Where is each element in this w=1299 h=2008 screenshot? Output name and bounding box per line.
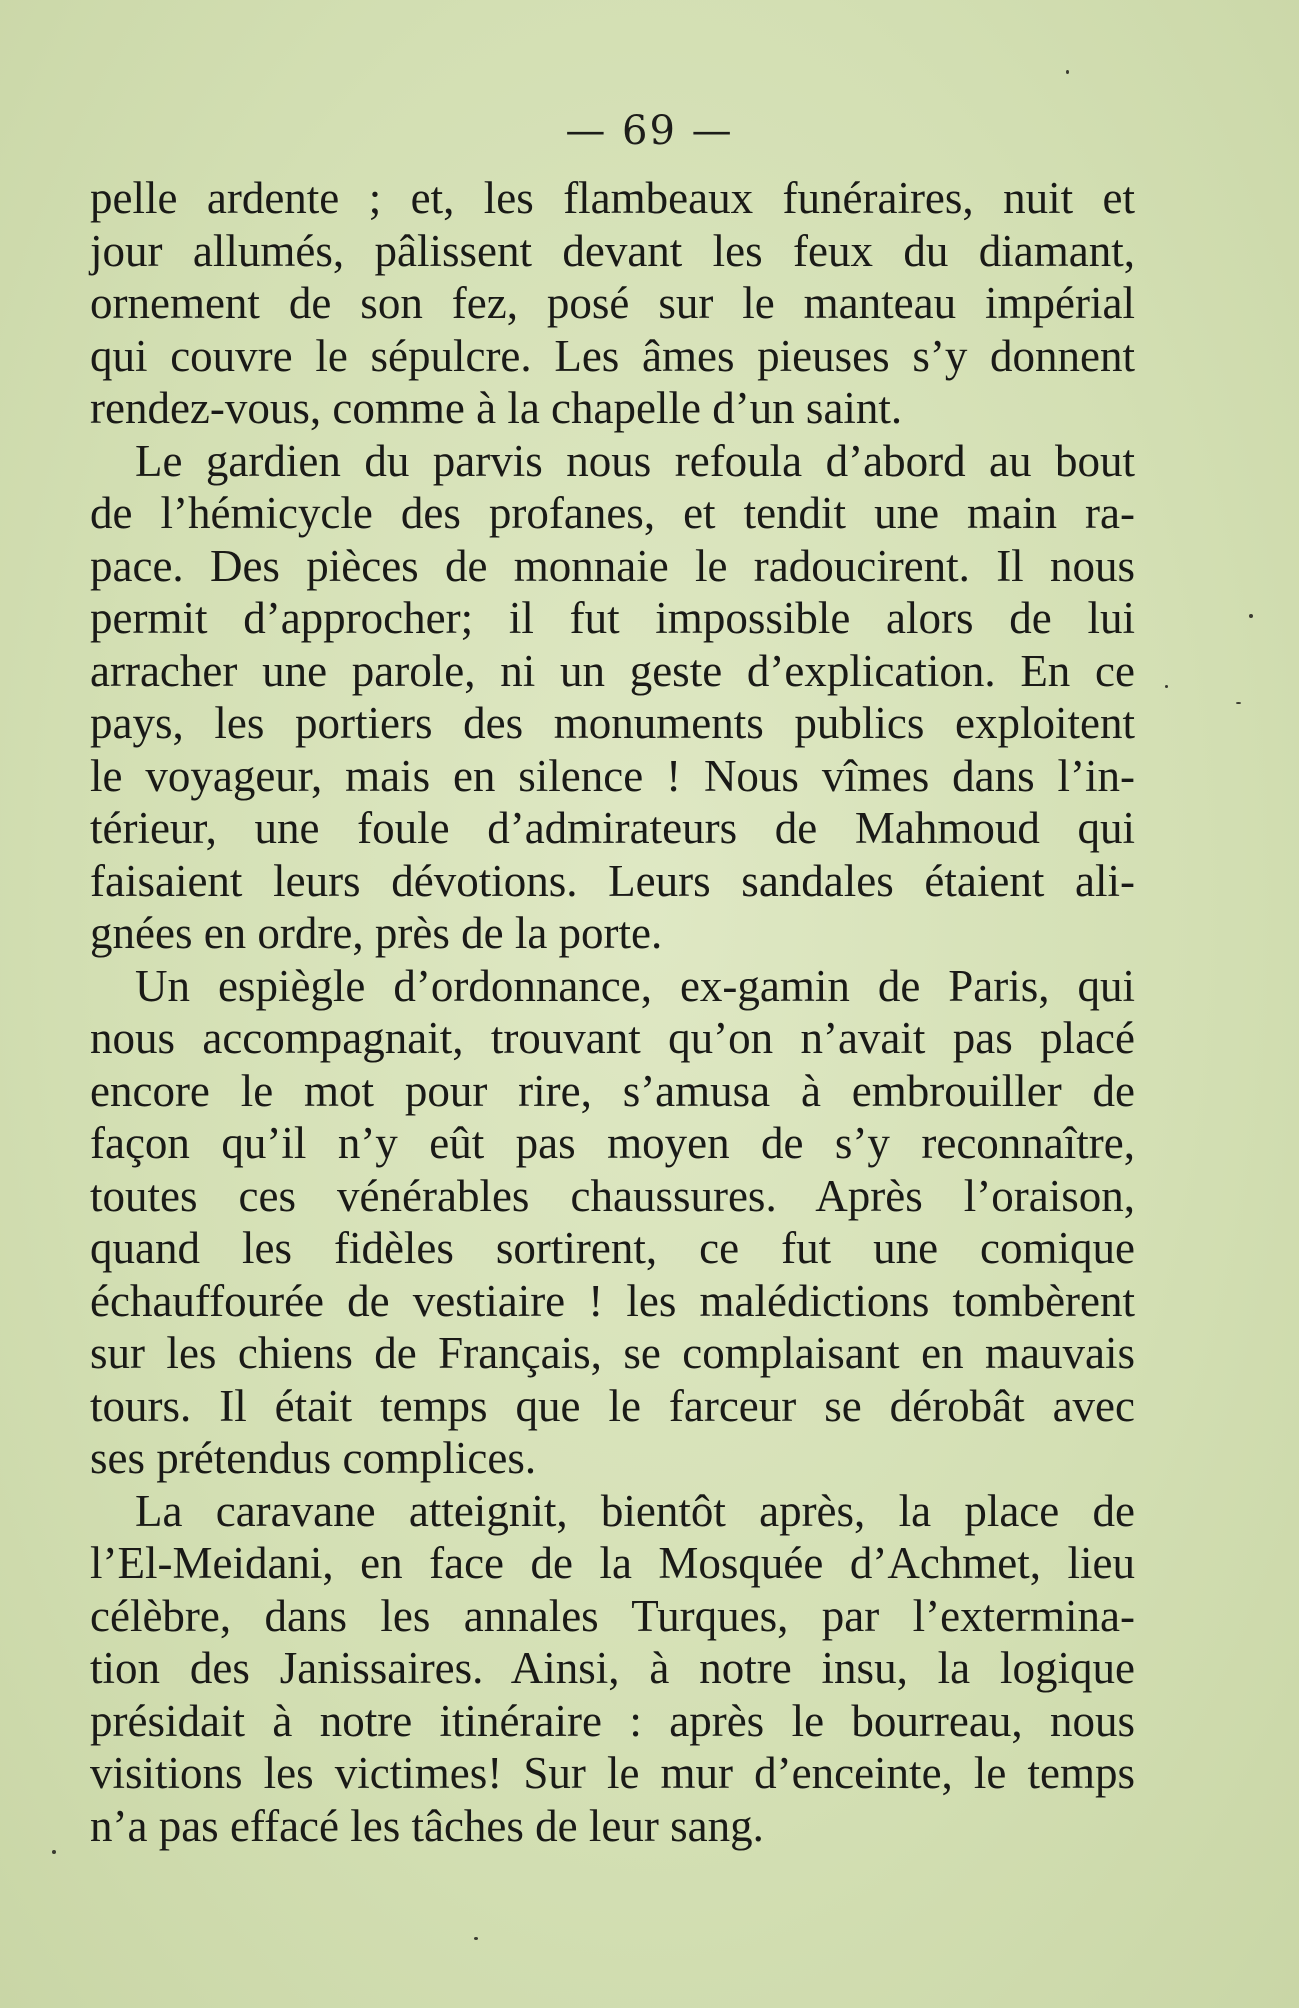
text-line: tion des Janissaires. Ainsi, à notre insu, la logique (90, 1643, 1135, 1693)
paper-speck (1066, 70, 1069, 74)
text-line: encore le mot pour rire, s’amusa à embrouiller de (90, 1065, 1135, 1116)
text-line: gnées en ordre, près de la porte. (90, 908, 663, 958)
text-line: rendez-vous, comme à la chapelle d’un saint. (90, 383, 903, 433)
text-line: toutes ces vénérables chaussures. Après l’oraison, (90, 1170, 1135, 1221)
text-line: présidait à notre itinéraire : après le bourreau, nous (90, 1695, 1135, 1746)
text-line: quand les fidèles sortirent, ce fut une comique (90, 1223, 1135, 1273)
body-text (90, 172, 1135, 1852)
text-line: n’a pas effacé les tâches de leur sang. (90, 1800, 764, 1851)
text-line: jour allumés, pâlissent devant les feux du diamant, (90, 225, 1135, 276)
paper-speck (1249, 614, 1253, 618)
text-line: ornement de son fez, posé sur le manteau impérial (90, 278, 1135, 328)
page-number: — 69 — (565, 108, 734, 154)
paragraph (90, 960, 1135, 1485)
paper-speck (1165, 685, 1168, 688)
text-line: tours. Il était temps que le farceur se dérobât avec (90, 1380, 1135, 1431)
text-line: de l’hémicycle des profanes, et tendit une main ra- (90, 488, 1135, 538)
text-line: visitions les victimes! Sur le mur d’enceinte, le temps (90, 1748, 1135, 1798)
paragraph (90, 172, 1135, 435)
text-line: pace. Des pièces de monnaie le radoucirent. Il nous (90, 540, 1135, 591)
text-line: La caravane atteignit, bientôt après, la place de (135, 1485, 1135, 1536)
text-line: arracher une parole, ni un geste d’explication. En ce (90, 645, 1135, 696)
text-line: nous accompagnait, trouvant qu’on n’avait pas placé (90, 1013, 1135, 1063)
text-line: sur les chiens de Français, se complaisant en mauvais (90, 1328, 1135, 1378)
text-line: échauffourée de vestiaire ! les malédictions tombèrent (90, 1275, 1135, 1326)
text-line: ses prétendus complices. (90, 1433, 537, 1483)
paper-speck (52, 1850, 56, 1854)
text-line: l’El-Meidani, en face de la Mosquée d’Achmet, lieu (90, 1538, 1135, 1588)
text-line: pays, les portiers des monuments publics exploitent (90, 698, 1135, 748)
text-line: le voyageur, mais en silence ! Nous vîmes dans l’in- (90, 750, 1135, 801)
text-line: Un espiègle d’ordonnance, ex-gamin de Paris, qui (135, 960, 1135, 1011)
text-line: Le gardien du parvis nous refoula d’abord au bout (135, 435, 1135, 486)
text-line: qui couvre le sépulcre. Les âmes pieuses s’y donnent (90, 330, 1135, 381)
text-line: térieur, une foule d’admirateurs de Mahmoud qui (90, 803, 1135, 853)
text-line: célèbre, dans les annales Turques, par l’extermina- (90, 1590, 1135, 1641)
text-line: permit d’approcher; il fut impossible alors de lui (90, 593, 1135, 643)
paragraph (90, 435, 1135, 960)
text-line: pelle ardente ; et, les flambeaux funéraires, nuit et (90, 173, 1135, 223)
text-line: façon qu’il n’y eût pas moyen de s’y reconnaître, (90, 1118, 1135, 1168)
paper-speck (1236, 702, 1241, 704)
paper-speck (474, 1937, 478, 1940)
paragraph (90, 1485, 1135, 1853)
text-line: faisaient leurs dévotions. Leurs sandales étaient ali- (90, 855, 1135, 906)
